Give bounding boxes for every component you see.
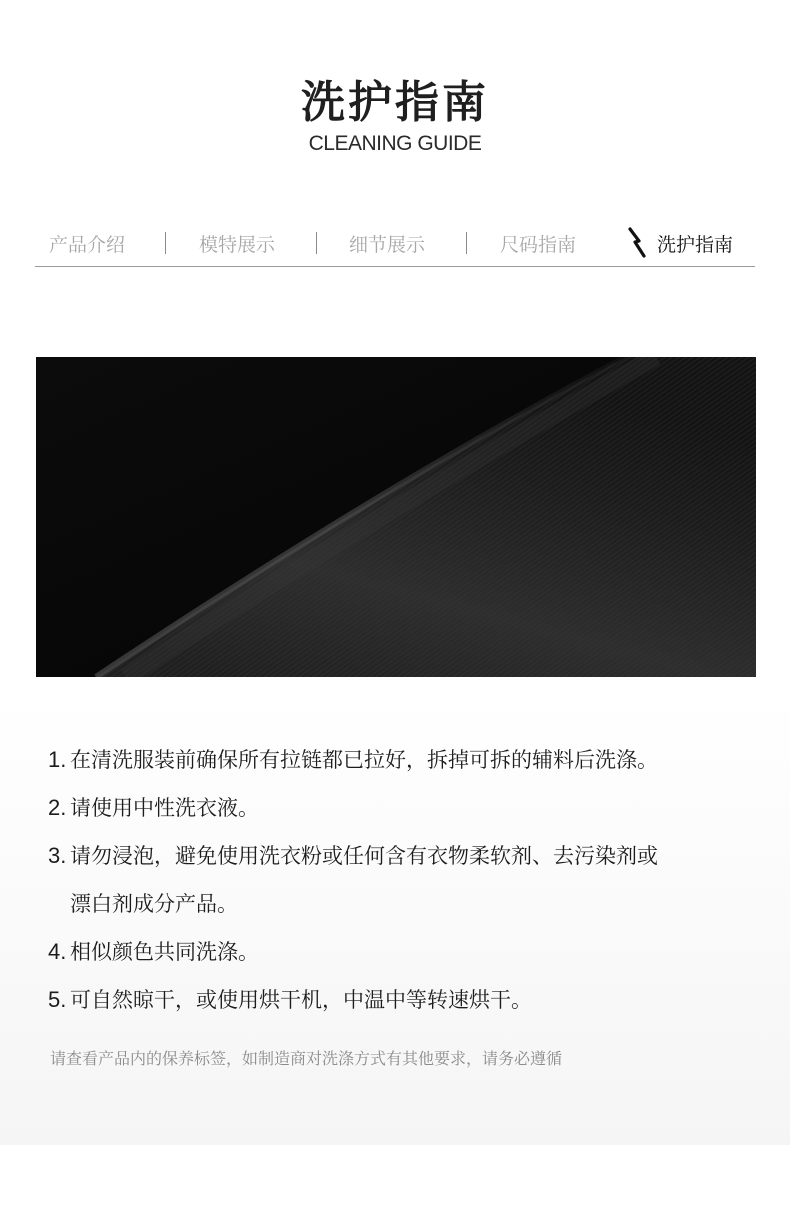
nav-item-detail-show[interactable]: 细节展示 xyxy=(349,234,426,256)
nav-item-size-guide[interactable]: 尺码指南 xyxy=(500,234,577,256)
nav-divider xyxy=(466,232,467,254)
page-title: 洗护指南 xyxy=(301,77,489,128)
care-instructions xyxy=(0,690,790,1145)
section-nav xyxy=(35,222,755,267)
care-label-note: 请查看产品内的保养标签，如制造商对洗涤方式有其他要求，请务必遵循 xyxy=(50,1049,563,1068)
list-item: 3. 请勿浸泡，避免使用洗衣粉或任何含有衣物柔软剂、去污染剂或 漂白剂成分产品。 xyxy=(48,843,658,916)
list-item: 5. 可自然晾干，或使用烘干机，中温中等转速烘干。 xyxy=(48,987,532,1012)
fabric-photo xyxy=(36,357,756,677)
list-item: 4. 相似颜色共同洗涤。 xyxy=(48,939,259,964)
feather-icon xyxy=(627,226,647,258)
nav-item-care-guide[interactable]: 洗护指南 xyxy=(657,234,734,256)
care-list xyxy=(48,748,748,1036)
nav-item-product-intro[interactable]: 产品介绍 xyxy=(49,234,126,256)
nav-divider xyxy=(316,232,317,254)
nav-divider xyxy=(165,232,166,254)
list-item: 1. 在清洗服装前确保所有拉链都已拉好，拆掉可拆的辅料后洗涤。 xyxy=(48,747,658,772)
list-item: 2. 请使用中性洗衣液。 xyxy=(48,795,259,820)
nav-item-model-show[interactable]: 模特展示 xyxy=(199,234,276,256)
page-subtitle: CLEANING GUIDE xyxy=(308,132,482,155)
